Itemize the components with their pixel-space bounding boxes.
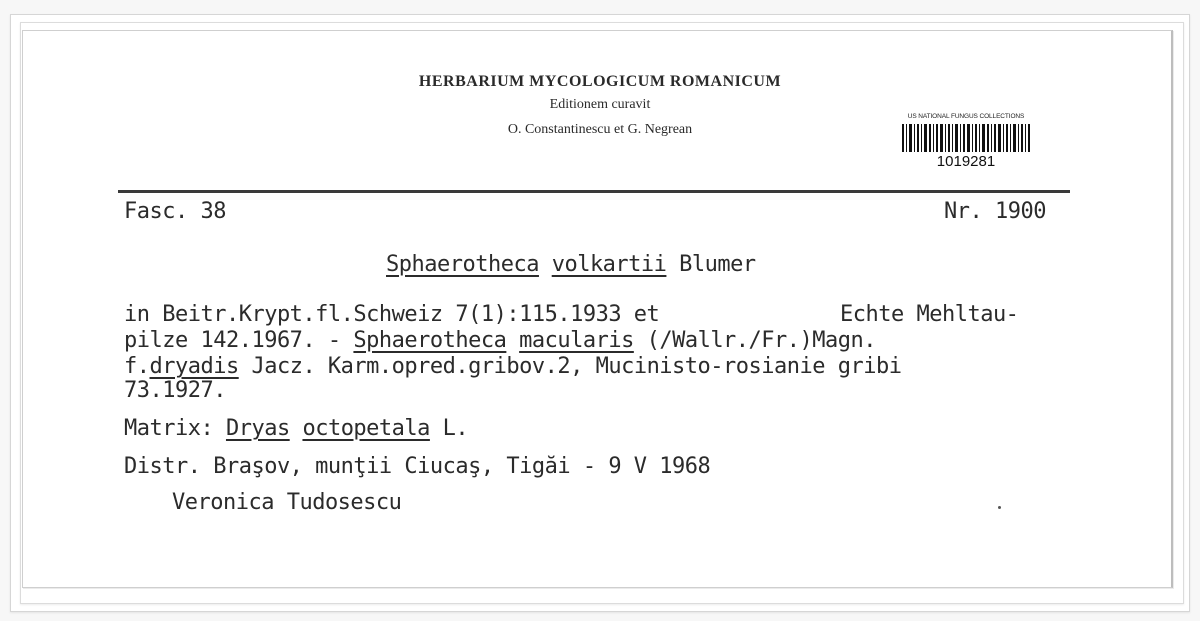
barcode-icon	[902, 124, 1030, 152]
citation-text-1b: Echte Mehltau-	[840, 302, 1019, 327]
edition-subtitle: Editionem curavit	[549, 97, 651, 112]
citation-line-1b	[840, 302, 1018, 327]
paper-speck	[998, 506, 1001, 509]
citation-text-3b: Jacz. Karm.opred.gribov.2, Mucinisto-rosianie gribi	[238, 354, 902, 379]
citation-text-2a: pilze 142.1967. -	[124, 328, 354, 353]
collector-name: Veronica Tudosescu	[172, 490, 402, 515]
header-divider	[118, 190, 1070, 193]
matrix-prefix: Matrix:	[124, 416, 226, 441]
fascicle-number: Fasc. 38	[124, 199, 226, 224]
citation-line-3	[124, 354, 901, 379]
citation-text-1a: in Beitr.Krypt.fl.Schweiz 7(1):115.1933 et	[124, 302, 660, 327]
matrix-genus: Dryas	[225, 416, 290, 441]
forma-name: dryadis	[149, 354, 239, 379]
specimen-number: Nr. 1900	[944, 199, 1046, 224]
matrix-author: L.	[429, 416, 469, 441]
herbarium-title: HERBARIUM MYCOLOGICUM ROMANICUM	[418, 73, 782, 90]
locality-line: Distr. Braşov, munţii Ciucaş, Tigăi - 9 V 1968	[124, 454, 711, 479]
citation-line-4: 73.1927.	[124, 378, 226, 403]
citation-text-2b: (/Wallr./Fr.)Magn.	[633, 328, 877, 353]
barcode-institution: US NATIONAL FUNGUS COLLECTIONS	[907, 113, 1025, 120]
label-header	[350, 72, 850, 141]
matrix-epithet: octopetala	[302, 416, 430, 441]
citation-line-1	[124, 302, 659, 327]
matrix-line	[124, 416, 468, 441]
barcode-label	[886, 108, 1046, 182]
species-epithet: volkartii	[551, 252, 667, 277]
species-name	[386, 252, 756, 277]
editors-line: O. Constantinescu et G. Negrean	[507, 122, 693, 137]
citation-line-2	[124, 328, 876, 353]
species-author: Blumer	[679, 252, 756, 277]
species-genus: Sphaerotheca	[386, 252, 539, 277]
barcode-number: 1019281	[936, 153, 996, 170]
synonym-epithet: macularis	[519, 328, 634, 353]
citation-text-3a: f.	[124, 354, 150, 379]
synonym-genus: Sphaerotheca	[353, 328, 507, 353]
